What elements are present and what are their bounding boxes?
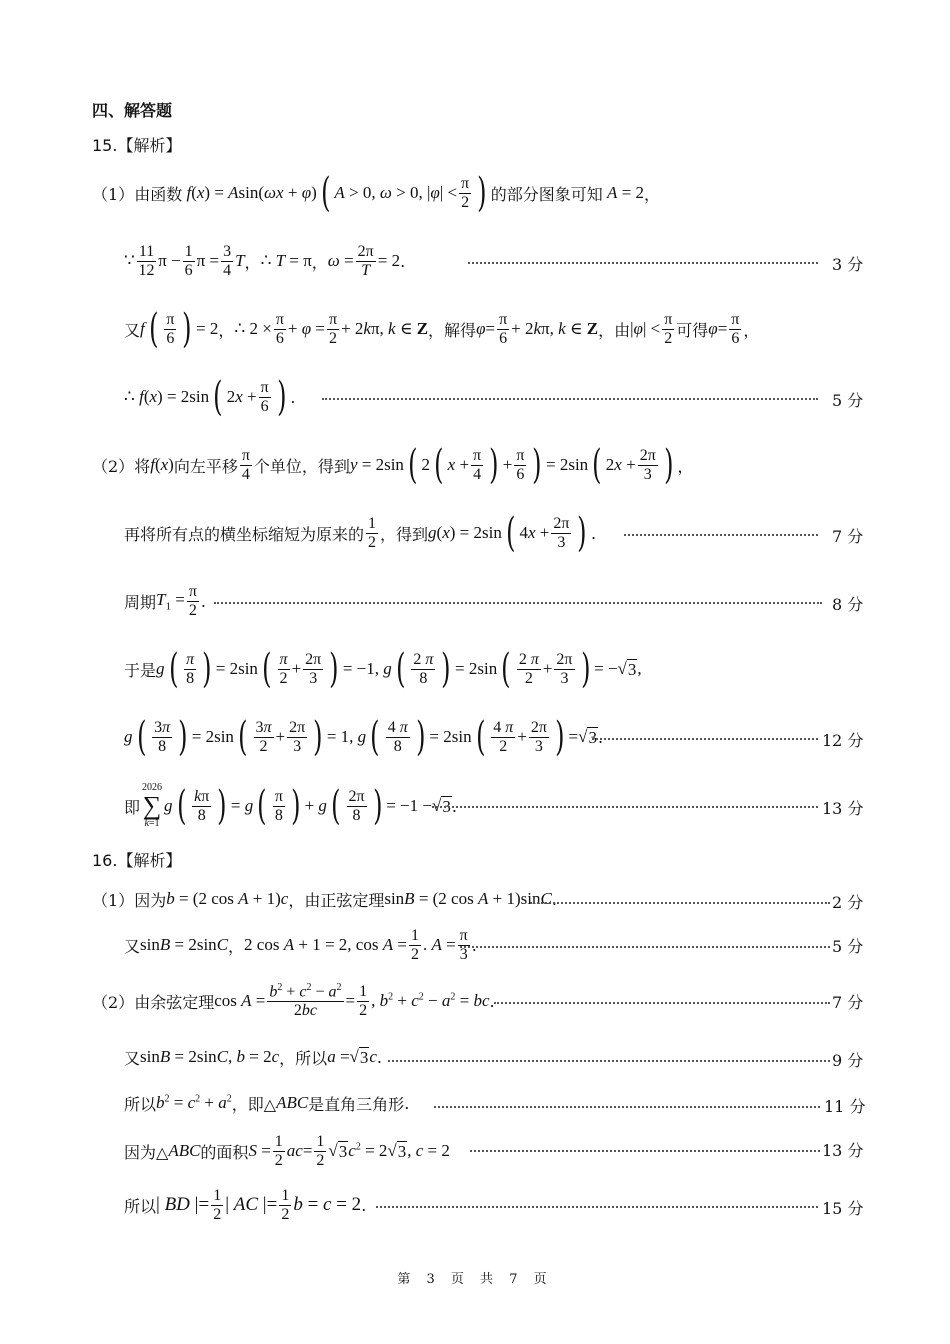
leader-dots [388,1060,830,1062]
q15-p2-line4: 于是 g ( $\frac{\pi}{8}$ ) = 2sin ( $\frac{\pi}{2}$ + $\frac{2\pi}{3}$ ) = −1, g ( $\frac{2 \pi}{8}$ ) = 2sin ( $\frac{2 \pi}{2}$ + $\frac{2\pi}{3}$ ) = − √ 3 , [124,646,642,692]
score: 3 分 [832,255,864,274]
leader-dots [460,946,830,948]
q15-p1-line4: ∴ f(x) = 2sin ( 2x + $\frac{\pi}{6}$ ) . [124,374,296,420]
score: 13 分 [822,799,864,818]
q15-p2-line2: 再将所有点的横坐标缩短为原来的 $\frac{1}{2}$ ，得到 g(x) = 2sin ( 4x + $\frac{2\pi}{3}$ ) . [124,510,597,556]
q15-p2-line6: 即 2026 ∑ k=1 g ( $\frac{k\pi}{8}$ ) = g ( $\frac{\pi}{8}$ ) + g ( $\frac{2\pi}{8}$ ) = −1 − √ 3 . [124,782,457,829]
q16-p1-line2: 又 sinB = 2sinC ， 2 cos A + 1 = 2, cos A = $\frac{1}{2}$ . A = $\frac{\pi}{3}$ . [124,926,477,963]
q16-p2-line4: 因为△ ABC 的面积 S = $\frac{1}{2}$ ac = $\frac{1}{2}$ √ 3 $c^2 = 2$ √ 3 , c = 2 [124,1132,450,1169]
leader-dots [468,262,818,264]
q16-p2-line2: 又 sinB = 2sinC, b = 2c ，所以 a = √ 3 c . [124,1046,383,1068]
q16-p2-line3: 所以 $b^2 = c^2 + a^2$ ，即△ ABC 是直角三角形 . [124,1093,410,1114]
q15-p1-line2: ∵ $\frac{11}{12}$ π − $\frac{1}{6}$ π = $\frac{3}{4}$ T ， ∴ T = π ， ω = $\frac{2\pi}{T}$ = 2 . [124,242,406,279]
leader-dots [434,1106,820,1108]
leader-dots [322,398,818,400]
score: 7 分 [832,993,864,1012]
leader-dots [624,534,818,536]
q16-p2-line1: （2） 由余弦定理 cos A = $\frac{b^2 + c^2 - a^2}{2bc}$ = $\frac{1}{2}$ , $b^2 + c^2 - a^2$ = bc . [92,982,495,1020]
q15-p1-line3: 又 f ( $\frac{\pi}{6}$ ) = 2 ， ∴ 2 × $\frac{\pi}{6}$ + φ = $\frac{\pi}{2}$ + 2kπ, k ∈ Z ， 解得 φ = $\frac{\pi}{6}$ + 2kπ, k ∈ Z ， 由 |φ| < $\frac{\pi}{2}$ 可得 φ = $\frac{\pi}{6}$ ， [124,306,760,352]
leader-dots [214,602,822,604]
leader-dots [470,1150,820,1152]
leader-dots [592,738,818,740]
q15-label: 15.【解析】 [92,136,182,155]
q15-p1-line1: （1） 由函数 f(x) = Asin(ωx + φ) ( A > 0, ω > 0, |φ| < $\frac{\pi}{2}$ ) 的部分图象可知 A = 2 ， [92,170,660,216]
score: 5 分 [832,391,864,410]
score: 7 分 [832,527,864,546]
score: 5 分 [832,937,864,956]
q16-p1-line1: （1） 因为 b = (2 cos A + 1)c ，由正弦定理 sinB = (2 cos A + 1)sinC . [92,889,557,910]
q16-p2-line5: 所以 | BD |= $\frac{1}{2}$ | AC |= $\frac{1}{2}$ b = c = 2 . [124,1186,367,1223]
score: 15 分 [822,1199,864,1218]
q15-p2-line5: g ( $\frac{3\pi}{8}$ ) = 2sin ( $\frac{3\pi}{2}$ + $\frac{2\pi}{3}$ ) = 1, g ( $\frac{4 \pi}{8}$ ) = 2sin ( $\frac{4 \pi}{2}$ + $\frac{2\pi}{3}$ ) = √ 3 . [124,714,604,760]
leader-dots [494,1002,830,1004]
leader-dots [376,1206,818,1208]
q15-p2-line3: 周期 $T_1$ = $\frac{\pi}{2}$ . [124,582,206,619]
score: 13 分 [822,1141,864,1160]
page-footer: 第 3 页 共 7 页 [397,1272,553,1287]
leader-dots [530,902,830,904]
score: 8 分 [832,595,864,614]
score: 2 分 [832,893,864,912]
score: 12 分 [822,731,864,750]
q15-p2-line1: （2） 将 f(x) 向左平移 $\frac{\pi}{4}$ 个单位，得到 y = 2sin ( 2 ( x + $\frac{\pi}{4}$ ) + $\frac{\pi}{6}$ ) = 2sin ( 2x + $\frac{2\pi}{3}$ ) ， [92,442,694,488]
score: 9 分 [832,1051,864,1070]
q16-label: 16.【解析】 [92,851,182,870]
section-title: 四、解答题 [92,101,173,120]
leader-dots [432,806,818,808]
score: 11 分 [824,1097,866,1116]
